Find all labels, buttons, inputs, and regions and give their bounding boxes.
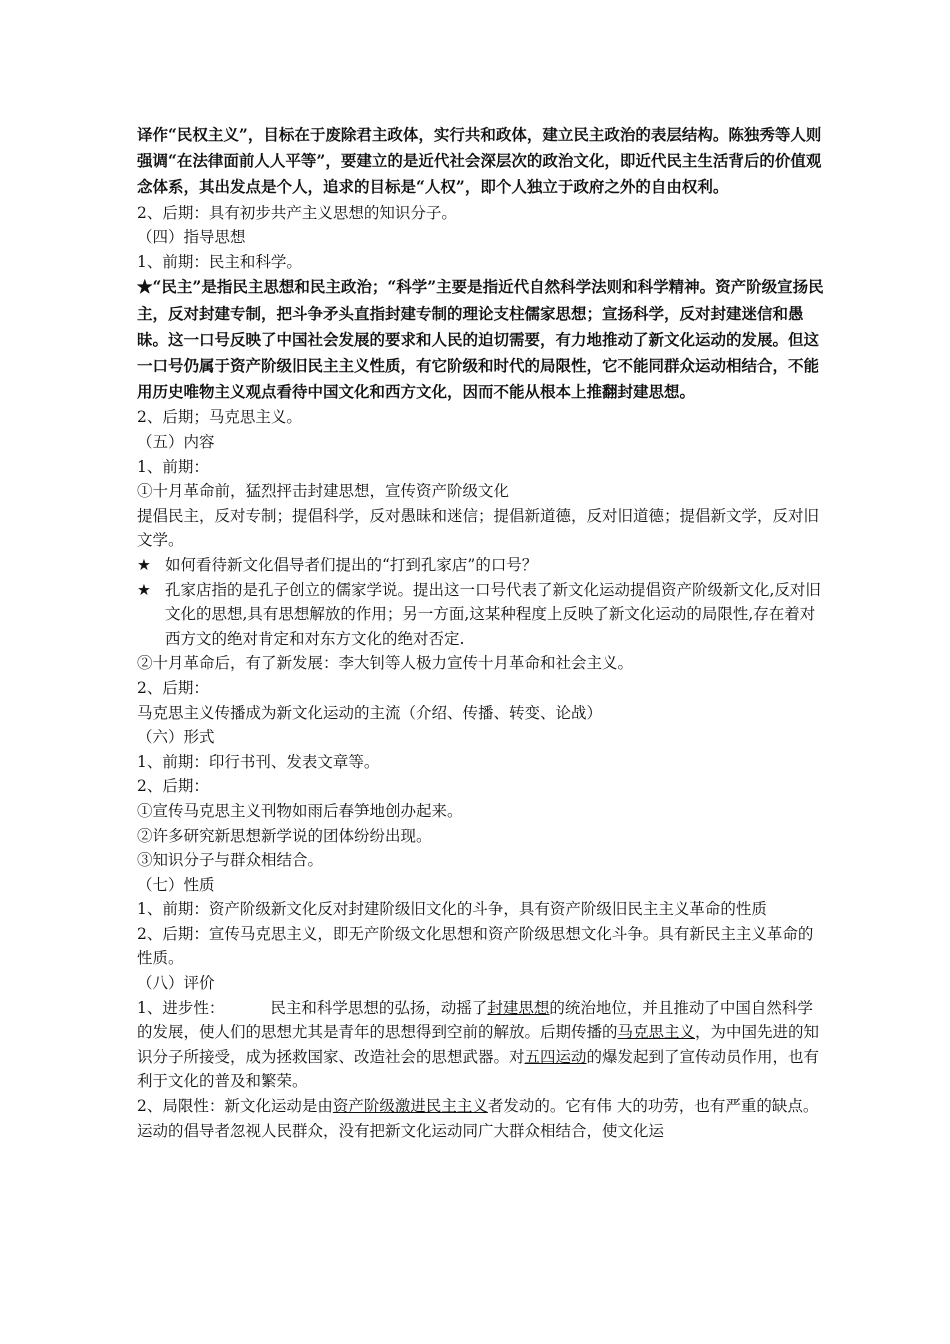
link-marxism[interactable]: 马克思主义 [617, 1023, 696, 1042]
star-icon: ★ [137, 555, 151, 574]
paragraph: ②许多研究新思想新学说的团体纷纷出现。 [137, 826, 432, 845]
bold-paragraph-democracy-science: ★“民主”是指民主思想和民主政治；“科学”主要是指近代自然科学法则和科学精神。资产阶级宣扬民主，反对封建专制，把斗争矛头直指封建专制的理论支柱儒家思想；宣扬科学，反对封建迷信和愚昧。这一口号反映了中国社会发展的要求和人民的迫切需要，有力地推动了新文化运动的发展。但这一口号仍属于资产阶级旧民主主义性质，有它阶级和时代的局限性，它不能同群众运动相结合，不能用历史唯物主义观点看待中国文化和西方文化，因而不能从根本上推翻封建思想。 [137, 277, 824, 402]
paragraph: 1、前期：资产阶级新文化反对封建阶级旧文化的斗争，具有资产阶级旧民主主义革命的性质 [137, 900, 767, 919]
star-answer-text: 孔家店指的是孔子创立的儒家学说。提出这一口号代表了新文化运动提倡资产阶级新文化,反对旧文化的思想,具有思想解放的作用；另一方面,这某种程度上反映了新文化运动的局限性,存在着对西方文的绝对肯定和对东方文化的绝对否定. [165, 580, 821, 648]
section-heading: （六）形式 [137, 728, 215, 747]
section-heading: （八）评价 [137, 974, 215, 993]
document-body [137, 122, 827, 1143]
paragraph: ①十月革命前，猛烈抨击封建思想，宣传资产阶级文化 [137, 482, 510, 501]
paragraph: 2、后期：具有初步共产主义思想的知识分子。 [137, 203, 457, 222]
section-heading: （四）指导思想 [137, 228, 246, 247]
paragraph: 2、后期；马克思主义。 [137, 408, 302, 427]
paragraph: 1、前期：印行书刊、发表文章等。 [137, 752, 380, 771]
section-heading: （七）性质 [137, 875, 215, 894]
paragraph: 2、后期： [137, 678, 209, 697]
paragraph-limitations: 2、局限性：新文化运动是由资产阶级激进民主主义者发动的。它有伟 大的功劳，也有严重的缺点。运动的倡导者忽视人民群众，没有把新文化运动同广大群众相结合，使文化运 [137, 1097, 819, 1140]
link-may-fourth[interactable]: 五四运动 [524, 1047, 587, 1066]
bold-paragraph-minquan: 译作“民权主义”，目标在于废除君主政体，实行共和政体，建立民主政治的表层结构。陈独秀等人则强调“在法律面前人人平等”，要建立的是近代社会深层次的政治文化，即近代民主生活背后的价值观念体系，其出发点是个人，追求的目标是“人权”，即个人独立于政府之外的自由权利。 [137, 125, 822, 197]
star-question-text: 如何看待新文化倡导者们提出的“打到孔家店”的口号？ [165, 555, 538, 574]
star-icon: ★ [137, 580, 151, 599]
paragraph: 马克思主义传播成为新文化运动的主流（介绍、传播、转变、论战） [137, 703, 603, 722]
link-feudal-thought[interactable]: 封建思想 [487, 998, 550, 1017]
paragraph: 提倡民主，反对专制；提倡科学，反对愚昧和迷信；提倡新道德，反对旧道德；提倡新文学，反对旧文学。 [137, 506, 820, 550]
paragraph: 1、前期： [137, 457, 209, 476]
progressiveness-label: 1、进步性： [137, 998, 225, 1017]
star-question [137, 553, 827, 578]
section-heading: （五）内容 [137, 433, 215, 451]
paragraph: ①宣传马克思主义刊物如雨后春笋地创办起来。 [137, 801, 463, 820]
link-bourgeois-radical-democrat[interactable]: 资产阶级激进民主主义 [332, 1097, 488, 1116]
star-answer [137, 578, 827, 652]
paragraph: 2、后期： [137, 777, 209, 796]
paragraph: 1、前期：民主和科学。 [137, 252, 302, 271]
paragraph-progressiveness: 1、进步性： 民主和科学思想的弘扬，动摇了封建思想的统治地位，并且推动了中国自然科学的发展，使人们的思想尤其是青年的思想得到空前的解放。后期传播的马克思主义，为中国先进的知识分子所接受，成为拯救国家、改造社会的思想武器。对五四运动的爆发起到了宣传动员作用，也有利于文化的普及和繁荣。 [137, 998, 820, 1091]
paragraph: 2、后期：宣传马克思主义，即无产阶级文化思想和资产阶级思想文化斗争。具有新民主主义革命的性质。 [137, 924, 814, 968]
paragraph: ③知识分子与群众相结合。 [137, 851, 324, 870]
paragraph: ②十月革命后，有了新发展：李大钊等人极力宣传十月革命和社会主义。 [137, 654, 634, 673]
